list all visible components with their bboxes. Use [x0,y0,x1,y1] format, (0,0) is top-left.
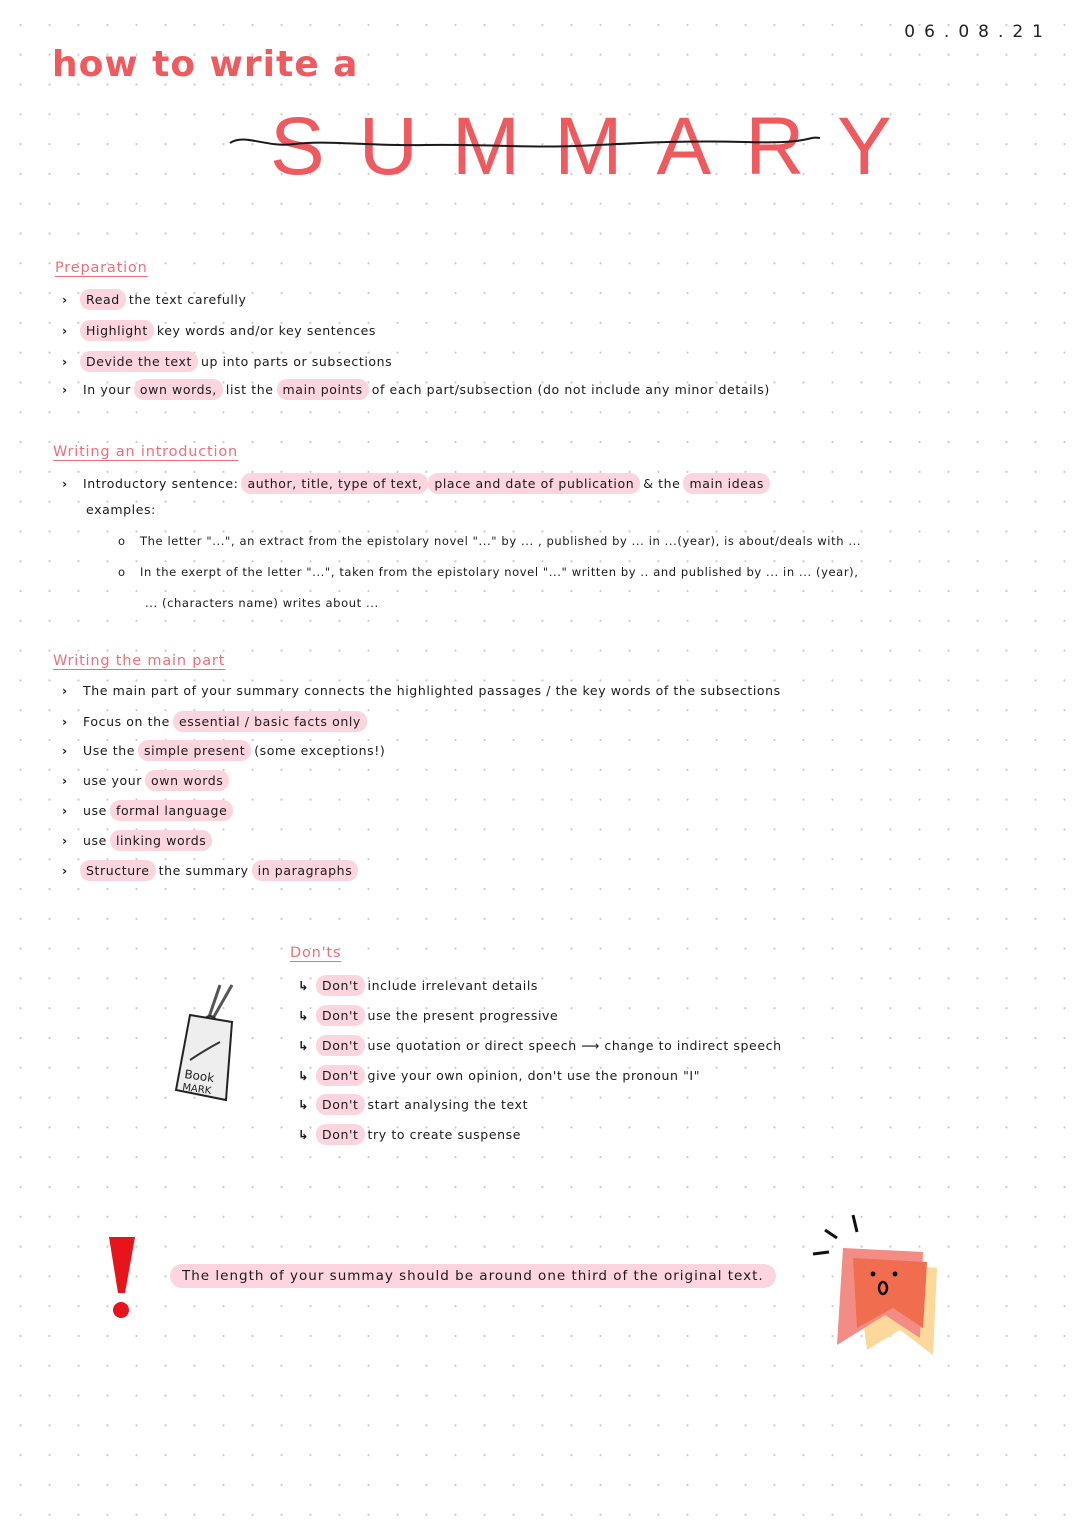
list-item [298,1035,785,1056]
list-item [62,860,358,881]
item-text: In your [83,382,131,397]
highlighted-text: in paragraphs [252,860,359,881]
bullet-icon: › [62,714,68,729]
highlighted-text: linking words [110,830,212,851]
bookmark-label-2: MARK [181,1082,212,1098]
bullet-icon: › [62,683,68,698]
list-item [62,320,379,341]
bullet-icon: ↳ [298,1008,310,1023]
date: 06.08.21 [904,22,1052,42]
list-item [62,830,212,851]
highlighted-text: Highlight [80,320,154,341]
item-text: The main part of your summary connects the highlighted passages / the key words of the subsections [83,683,781,698]
item-text: use quotation or direct speech ⟶ change to indirect speech [367,1038,782,1053]
highlighted-text: essential / basic facts only [173,711,367,732]
section-heading: Writing an introduction [53,444,239,460]
highlighted-text: Structure [80,860,156,881]
example-text: In the exerpt of the letter "...", taken from the epistolary novel "..." written by .. and published by ... in ... (year), [140,565,859,579]
list-item [62,711,367,732]
item-text: the text carefully [128,292,247,307]
examples-label: examples: [86,502,156,517]
highlighted-text: Read [80,289,126,310]
highlighted-text: Don't [316,975,365,996]
item-text: list the [225,382,274,397]
bullet-icon: › [62,476,68,491]
bullet-icon: ↳ [298,1127,310,1142]
bullet-icon: › [62,803,68,818]
list-item [298,1094,531,1115]
item-text: & the [643,476,681,491]
item-text: try to create suspense [367,1127,522,1142]
highlighted-text: Don't [316,1124,365,1145]
example-item [118,565,859,579]
list-item [62,351,395,372]
title-small: how to write a [52,44,359,85]
item-text: use your [83,773,143,788]
item-text: use the present progressive [367,1008,559,1023]
list-item [298,1065,703,1086]
highlighted-text: main ideas [683,473,769,494]
highlighted-text: own words [145,770,229,791]
bullet-icon: › [62,323,68,338]
bullet-icon: › [62,863,68,878]
bookmark-icon [170,980,250,1110]
list-item [62,681,784,700]
list-item [62,800,233,821]
bullet-icon: › [62,354,68,369]
list-item [298,1005,561,1026]
item-text: of each part/subsection (do not include any minor details) [371,382,770,397]
example-item [145,596,379,610]
highlighted-text: simple present [138,740,251,761]
list-item [62,379,773,400]
list-item [62,740,388,761]
bullet-icon: ↳ [298,1068,310,1083]
item-text: use [83,833,107,848]
item-text: start analysing the text [367,1097,529,1112]
highlighted-text: own words, [134,379,223,400]
bullet-icon: › [62,743,68,758]
bullet-icon: › [62,382,68,397]
bullet-icon: › [62,833,68,848]
circle-bullet-icon: o [118,565,126,579]
section-heading: Writing the main part [53,653,226,669]
title-big: SUMMARY [270,101,926,192]
list-item [62,473,770,494]
example-item [118,534,861,548]
circle-bullet-icon: o [118,534,126,548]
item-text: Focus on the [83,714,170,729]
section-heading: Preparation [55,260,148,276]
item-text: (some exceptions!) [254,743,386,758]
highlighted-text: main points [277,379,369,400]
item-text: include irrelevant details [367,978,539,993]
example-text: ... (characters name) writes about ... [145,596,379,610]
item-text: key words and/or key sentences [156,323,376,338]
item-text: Introductory sentence: [83,476,239,491]
bullet-icon: ↳ [298,1097,310,1112]
script-underline-decoration [225,118,825,178]
bullet-icon: ↳ [298,1038,310,1053]
highlighted-text: author, title, type of text, [241,473,428,494]
bullet-icon: › [62,292,68,307]
example-text: The letter "...", an extract from the epistolary novel "..." by ... , published by ... in ...(year), is about/deals with ... [140,534,862,548]
bookmark-label-1: Book [183,1067,216,1086]
list-item [298,975,541,996]
item-text: Use the [83,743,136,758]
item-text: give your own opinion, don't use the pronoun "I" [367,1068,701,1083]
highlighted-text: formal language [110,800,233,821]
highlighted-text: Devide the text [80,351,198,372]
length-note: The length of your summay should be around one third of the original text. [170,1264,776,1288]
list-item [62,289,250,310]
item-text: the summary [158,863,249,878]
item-text: use [83,803,107,818]
highlighted-text: place and date of publication [428,473,640,494]
section-heading: Don'ts [290,945,342,961]
list-item [298,1124,524,1145]
highlighted-text: Don't [316,1094,365,1115]
bullet-icon: ↳ [298,978,310,993]
highlighted-text: Don't [316,1005,365,1026]
item-text: up into parts or subsections [200,354,393,369]
exclamation-icon [105,1235,140,1325]
highlighted-text: Don't [316,1035,365,1056]
bullet-icon: › [62,773,68,788]
highlighted-text: Don't [316,1065,365,1086]
surprised-sticker-icon [805,1210,950,1365]
list-item [62,770,229,791]
